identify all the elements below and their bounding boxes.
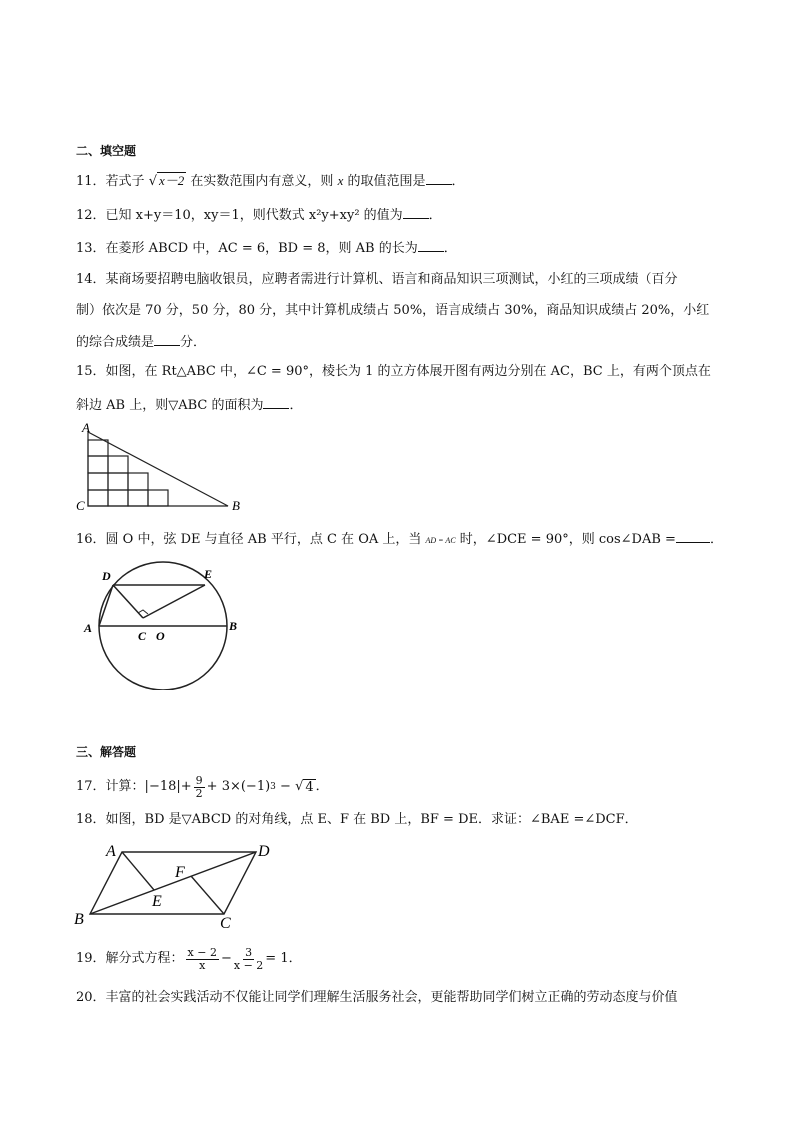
net-cell — [108, 490, 128, 506]
q12-end: ． — [428, 208, 442, 223]
net-cell — [88, 490, 108, 506]
fraction-denominator: x − 2 — [233, 958, 264, 972]
fraction-denominator: x — [199, 958, 206, 972]
net-cell — [128, 473, 148, 490]
question-14-line2: 制）依次是 70 分，50 分，80 分，其中计算机成绩占 50%，语言成绩占 30%，商品知识成绩占 20%，小红 — [76, 303, 710, 318]
q17-end: ． — [315, 779, 329, 794]
segment-cf — [191, 876, 224, 914]
right-triangle — [88, 432, 228, 506]
label-a: A — [84, 621, 93, 635]
q13-text: 13．在菱形 ABCD 中，AC = 6，BD = 8，则 AB 的长为 — [76, 241, 418, 256]
q16-circle-figure — [80, 560, 250, 690]
label-e: E — [204, 567, 213, 581]
label-c: C — [76, 498, 85, 512]
q11-end: ． — [451, 174, 465, 189]
q17-abs-value: −18 — [148, 779, 177, 794]
minus-sign: − — [220, 951, 232, 966]
diagonal-bd — [90, 852, 256, 914]
q16-text2: 时，∠DCE = 90°，则 cos∠DAB = — [459, 532, 676, 547]
q12-text: 12．已知 x+y＝10，xy＝1，则代数式 x²y+xy² 的值为 — [76, 208, 403, 223]
sqrt-symbol: √ — [295, 779, 304, 794]
q15-end: ． — [289, 398, 303, 413]
label-d: D — [258, 843, 270, 860]
q16-text: 16．圆 O 中，弦 DE 与直径 AB 平行，点 C 在 OA 上，当 — [76, 532, 422, 547]
q17-part2: + 3×(−1) — [206, 779, 271, 794]
answer-blank — [403, 206, 429, 219]
label-b: B — [74, 911, 84, 928]
question-18: 18．如图，BD 是▽ABCD 的对角线，点 E、F 在 BD 上，BF = DE．求证：∠BAE =∠DCF． — [76, 812, 638, 827]
question-13 — [76, 239, 457, 257]
q17-fraction — [194, 775, 205, 800]
q18-parallelogram-figure — [70, 840, 280, 932]
section-heading-fill-blank: 二、填空题 — [76, 144, 137, 158]
segment-ce — [143, 585, 205, 618]
question-20: 20．丰富的社会实践活动不仅能让同学们理解生活服务社会，更能帮助同学们树立正确的劳动态度与价值 — [76, 990, 678, 1005]
abs-bar-left: | — [144, 779, 149, 794]
q11-prefix: 11．若式子 — [76, 174, 145, 189]
question-12 — [76, 206, 442, 224]
question-16 — [76, 530, 723, 549]
net-cell — [108, 473, 128, 490]
question-15-line1: 15．如图，在 Rt△ABC 中，∠C = 90°，棱长为 1 的立方体展开图有两边分别在 AC，BC 上，有两个顶点在 — [76, 364, 711, 379]
label-b: B — [229, 619, 238, 633]
sqrt-symbol: √ — [148, 174, 157, 189]
label-a: A — [82, 420, 90, 435]
q15-line2-text: 斜边 AB 上，则▽ABC 的面积为 — [76, 398, 264, 413]
question-17 — [76, 770, 329, 804]
q11-var: x — [337, 173, 344, 188]
question-14-line1: 14．某商场要招聘电脑收银员，应聘者需进行计算机、语言和商品知识三项测试，小红的三项成绩（百分 — [76, 272, 678, 287]
label-b: B — [232, 498, 240, 512]
label-c: C — [138, 629, 147, 643]
q14-end: 分． — [180, 335, 207, 350]
label-o: O — [156, 629, 165, 643]
q19-prefix: 19．解分式方程： — [76, 951, 184, 966]
answer-blank — [263, 396, 289, 409]
net-cell — [148, 490, 168, 506]
q11-suffix: 的取值范围是 — [347, 174, 426, 189]
question-14-line3 — [76, 333, 206, 351]
label-d: D — [102, 569, 111, 583]
question-19 — [76, 942, 302, 976]
segment-ae — [122, 852, 154, 890]
q11-mid: 在实数范围内有意义，则 — [190, 174, 334, 189]
q19-fraction-2 — [234, 947, 263, 972]
q19-fraction-1 — [186, 947, 219, 972]
answer-blank — [418, 239, 444, 252]
q17-exponent: 3 — [270, 782, 276, 792]
segment-ad — [99, 585, 113, 626]
q11-radicand: x－2 — [158, 173, 185, 188]
net-cell — [88, 456, 108, 473]
q16-end: ． — [709, 532, 723, 547]
section-heading-solve: 三、解答题 — [76, 745, 137, 759]
label-f: F — [175, 864, 185, 881]
abs-bar-right: | — [176, 779, 181, 794]
plus-sign: + — [180, 779, 192, 794]
net-cell — [88, 473, 108, 490]
q19-rhs: = 1． — [265, 951, 302, 966]
net-cell — [108, 456, 128, 473]
q17-prefix: 17．计算： — [76, 779, 145, 794]
answer-blank — [676, 530, 710, 543]
fraction-numerator: 3 — [245, 945, 253, 959]
fraction-denominator: 2 — [195, 786, 203, 800]
q17-part3: − — [275, 779, 296, 794]
net-cell — [128, 490, 148, 506]
fraction-numerator: 9 — [195, 773, 203, 787]
question-15-line2 — [76, 396, 302, 414]
label-c: C — [220, 915, 231, 932]
fraction-numerator: x − 2 — [187, 945, 217, 959]
q16-condition: AD = AC — [425, 536, 456, 545]
q17-radicand: 4 — [305, 779, 314, 795]
q14-line3-text: 的综合成绩是 — [76, 335, 155, 350]
net-cell — [88, 440, 108, 456]
label-a: A — [106, 843, 116, 860]
question-11 — [76, 172, 465, 190]
answer-blank — [426, 172, 452, 185]
label-e: E — [152, 893, 162, 910]
answer-blank — [154, 333, 180, 346]
q15-triangle-figure — [76, 420, 246, 512]
q13-end: ． — [443, 241, 457, 256]
